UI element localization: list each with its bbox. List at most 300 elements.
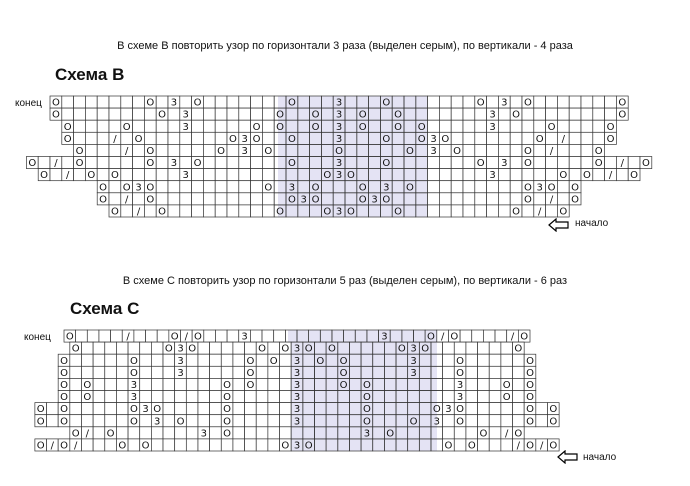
yarn-over-symbol: O	[571, 182, 580, 194]
grid-cell	[121, 108, 133, 120]
grid-cell	[74, 108, 86, 120]
grid-cell	[109, 108, 121, 120]
grid-cell	[121, 157, 133, 169]
yarn-over-symbol: O	[40, 170, 49, 182]
three-together-symbol: 3	[335, 206, 343, 218]
grid-cell	[534, 96, 546, 108]
yarn-over-symbol: O	[479, 428, 488, 440]
yarn-over-symbol: O	[358, 121, 367, 133]
grid-cell	[487, 144, 499, 156]
yarn-over-symbol: O	[194, 331, 202, 343]
grid-cell	[203, 181, 215, 193]
grid-cell	[513, 378, 525, 390]
grid-cell	[428, 193, 440, 205]
grid-cell	[105, 354, 117, 366]
grid-cell	[47, 415, 59, 427]
three-together-symbol: 3	[363, 428, 371, 440]
yarn-over-symbol: O	[60, 392, 68, 404]
yarn-over-symbol: O	[287, 97, 296, 109]
grid-cell	[227, 193, 239, 205]
yarn-over-symbol: O	[60, 440, 68, 452]
yarn-over-symbol: O	[71, 428, 80, 440]
grid-cell	[581, 157, 593, 169]
grid-cell	[593, 169, 605, 181]
three-together-symbol: 3	[489, 121, 496, 133]
grid-cell	[227, 181, 239, 193]
grid-cell	[451, 181, 463, 193]
grid-cell	[472, 330, 484, 342]
yarn-over-symbol: O	[594, 158, 603, 170]
yarn-over-symbol: O	[358, 194, 367, 206]
grid-cell	[70, 354, 82, 366]
grid-cell	[256, 427, 268, 439]
grid-cell	[233, 354, 245, 366]
grid-cell	[463, 108, 475, 120]
yarn-over-symbol: O	[526, 392, 534, 404]
yarn-over-symbol: O	[99, 194, 108, 206]
grid-cell	[192, 144, 204, 156]
yarn-over-symbol: O	[246, 379, 255, 391]
yarn-over-symbol: O	[630, 170, 639, 182]
yarn-over-symbol: O	[339, 379, 348, 391]
decrease-symbol: /	[125, 145, 129, 157]
grid-cell	[557, 108, 569, 120]
grid-cell	[85, 108, 97, 120]
scheme-c-title: Схема С	[70, 299, 140, 318]
three-together-symbol: 3	[501, 158, 508, 170]
grid-cell	[628, 157, 640, 169]
grid-cell	[81, 342, 93, 354]
scheme-c-start-label: начало	[583, 452, 617, 463]
grid-cell	[105, 378, 117, 390]
grid-cell	[581, 96, 593, 108]
grid-cell	[85, 120, 97, 132]
grid-cell	[116, 342, 128, 354]
grid-cell	[62, 157, 74, 169]
grid-cell	[487, 157, 499, 169]
grid-cell	[251, 157, 263, 169]
yarn-over-symbol: O	[594, 145, 603, 157]
three-together-symbol: 3	[177, 355, 184, 367]
grid-cell	[605, 157, 617, 169]
grid-cell	[168, 108, 180, 120]
grid-cell	[463, 181, 475, 193]
grid-cell	[233, 342, 245, 354]
decrease-symbol: /	[516, 440, 521, 452]
scheme-b-end-label: конец	[15, 98, 42, 109]
grid-cell	[215, 205, 227, 217]
grid-cell	[487, 193, 499, 205]
grid-cell	[151, 366, 163, 378]
grid-cell	[262, 108, 274, 120]
grid-cell	[498, 144, 510, 156]
yarn-over-symbol: O	[362, 404, 371, 416]
grid-cell	[557, 120, 569, 132]
grid-cell	[478, 366, 490, 378]
yarn-over-symbol: O	[129, 355, 138, 367]
grid-cell	[81, 366, 93, 378]
grid-cell	[546, 169, 558, 181]
grid-cell	[215, 169, 227, 181]
three-together-symbol: 3	[135, 182, 142, 194]
yarn-over-symbol: O	[514, 428, 523, 440]
three-together-symbol: 3	[130, 392, 138, 404]
grid-cell	[116, 427, 128, 439]
grid-cell	[280, 427, 292, 439]
yarn-over-symbol: O	[323, 170, 332, 182]
grid-cell	[510, 120, 522, 132]
decrease-symbol: /	[549, 194, 554, 206]
grid-cell	[513, 354, 525, 366]
yarn-over-symbol: O	[60, 367, 68, 379]
grid-cell	[466, 378, 478, 390]
grid-cell	[186, 378, 198, 390]
grid-cell	[534, 157, 546, 169]
grid-cell	[475, 108, 487, 120]
grid-cell	[475, 181, 487, 193]
yarn-over-symbol: O	[276, 206, 285, 218]
grid-cell	[93, 378, 105, 390]
yarn-over-symbol: O	[281, 440, 290, 452]
grid-cell	[489, 427, 501, 439]
grid-cell	[203, 169, 215, 181]
scheme-c-grid	[35, 330, 559, 451]
grid-cell	[439, 169, 451, 181]
yarn-over-symbol: O	[502, 379, 511, 391]
grid-cell	[156, 157, 168, 169]
yarn-over-symbol: O	[60, 379, 68, 391]
grid-cell	[466, 391, 478, 403]
grid-cell	[466, 415, 478, 427]
grid-cell	[203, 120, 215, 132]
grid-cell	[215, 157, 227, 169]
grid-cell	[121, 132, 133, 144]
grid-cell	[70, 403, 82, 415]
yarn-over-symbol: O	[287, 158, 296, 170]
grid-cell	[501, 366, 513, 378]
yarn-over-symbol: O	[339, 355, 348, 367]
grid-cell	[105, 366, 117, 378]
decrease-symbol: /	[505, 428, 509, 440]
decrease-symbol: /	[620, 158, 624, 170]
grid-cell	[156, 169, 168, 181]
grid-cell	[121, 169, 133, 181]
yarn-over-symbol: O	[618, 97, 627, 109]
grid-cell	[483, 330, 495, 342]
yarn-over-symbol: O	[83, 392, 92, 404]
grid-cell	[210, 354, 222, 366]
grid-cell	[144, 108, 156, 120]
grid-cell	[215, 330, 227, 342]
yarn-over-symbol: O	[269, 355, 278, 367]
grid-cell	[501, 354, 513, 366]
yarn-over-symbol: O	[158, 206, 167, 218]
three-together-symbol: 3	[293, 343, 301, 355]
grid-cell	[510, 157, 522, 169]
three-together-symbol: 3	[456, 392, 464, 404]
grid-cell	[97, 157, 109, 169]
grid-cell	[93, 415, 105, 427]
grid-cell	[534, 108, 546, 120]
grid-cell	[105, 391, 117, 403]
grid-cell	[192, 181, 204, 193]
yarn-over-symbol: O	[394, 206, 403, 218]
grid-cell	[109, 193, 121, 205]
grid-cell	[140, 378, 152, 390]
grid-cell	[116, 391, 128, 403]
grid-cell	[168, 144, 180, 156]
three-together-symbol: 3	[293, 440, 301, 452]
yarn-over-symbol: O	[118, 440, 127, 452]
yarn-over-symbol: O	[28, 158, 37, 170]
yarn-over-symbol: O	[444, 440, 453, 452]
grid-cell	[133, 193, 145, 205]
yarn-over-symbol: O	[362, 416, 371, 428]
grid-cell	[487, 96, 499, 108]
grid-cell	[163, 378, 175, 390]
grid-cell	[475, 169, 487, 181]
grid-cell	[593, 96, 605, 108]
grid-cell	[70, 366, 82, 378]
grid-cell	[239, 169, 251, 181]
three-together-symbol: 3	[130, 379, 138, 391]
grid-cell	[451, 120, 463, 132]
three-together-symbol: 3	[142, 404, 149, 416]
grid-cell	[268, 403, 280, 415]
yarn-over-symbol: O	[65, 331, 74, 343]
grid-cell	[168, 181, 180, 193]
grid-cell	[256, 366, 268, 378]
yarn-over-symbol: O	[386, 428, 395, 440]
grid-cell	[501, 439, 513, 451]
three-together-symbol: 3	[300, 194, 307, 206]
grid-cell	[463, 144, 475, 156]
grid-cell	[463, 205, 475, 217]
yarn-over-symbol: O	[158, 109, 167, 121]
yarn-over-symbol: O	[316, 355, 325, 367]
three-together-symbol: 3	[430, 133, 437, 145]
decrease-symbol: /	[73, 440, 78, 452]
scheme-b-grid	[26, 96, 651, 217]
three-together-symbol: 3	[293, 416, 301, 428]
grid-cell	[475, 144, 487, 156]
grid-cell	[156, 181, 168, 193]
three-together-symbol: 3	[241, 145, 248, 157]
three-together-symbol: 3	[410, 367, 417, 379]
grid-cell	[593, 120, 605, 132]
scheme-b-caption: В схеме В повторить узор по горизонтали 3 раза (выделен серым), по вертикали - 4 раза	[117, 40, 573, 52]
grid-cell	[128, 342, 140, 354]
yarn-over-symbol: O	[618, 109, 627, 121]
grid-cell	[616, 169, 628, 181]
grid-cell	[93, 403, 105, 415]
yarn-over-symbol: O	[311, 182, 320, 194]
grid-cell	[186, 391, 198, 403]
yarn-over-symbol: O	[36, 404, 45, 416]
grid-cell	[268, 342, 280, 354]
grid-cell	[81, 403, 93, 415]
yarn-over-symbol: O	[63, 133, 72, 145]
grid-cell	[475, 132, 487, 144]
yarn-over-symbol: O	[311, 109, 320, 121]
grid-cell	[151, 378, 163, 390]
grid-cell	[227, 144, 239, 156]
grid-cell	[251, 108, 263, 120]
grid-cell	[510, 169, 522, 181]
grid-cell	[111, 330, 123, 342]
grid-cell	[163, 439, 175, 451]
decrease-symbol: /	[539, 440, 544, 452]
grid-cell	[268, 378, 280, 390]
yarn-over-symbol: O	[63, 121, 72, 133]
grid-cell	[227, 108, 239, 120]
grid-cell	[239, 181, 251, 193]
grid-cell	[62, 96, 74, 108]
yarn-over-symbol: O	[382, 97, 391, 109]
grid-cell	[569, 96, 581, 108]
yarn-over-symbol: O	[129, 367, 138, 379]
grid-cell	[163, 366, 175, 378]
grid-cell	[268, 391, 280, 403]
grid-cell	[134, 330, 146, 342]
grid-cell	[186, 427, 198, 439]
three-together-symbol: 3	[177, 367, 184, 379]
grid-cell	[116, 403, 128, 415]
grid-cell	[466, 427, 478, 439]
yarn-over-symbol: O	[276, 109, 285, 121]
yarn-over-symbol: O	[223, 428, 232, 440]
grid-cell	[268, 366, 280, 378]
grid-cell	[451, 205, 463, 217]
grid-cell	[97, 169, 109, 181]
grid-cell	[262, 96, 274, 108]
decrease-symbol: /	[561, 133, 565, 145]
grid-cell	[198, 439, 210, 451]
grid-cell	[81, 439, 93, 451]
yarn-over-symbol: O	[394, 121, 403, 133]
grid-cell	[221, 439, 233, 451]
three-together-symbol: 3	[293, 379, 301, 391]
grid-cell	[463, 96, 475, 108]
decrease-symbol: /	[54, 158, 58, 170]
yarn-over-symbol: O	[146, 145, 155, 157]
grid-cell	[85, 96, 97, 108]
yarn-over-symbol: O	[409, 416, 418, 428]
yarn-over-symbol: O	[328, 343, 336, 355]
yarn-over-symbol: O	[153, 404, 162, 416]
grid-cell	[546, 157, 558, 169]
grid-cell	[251, 144, 263, 156]
grid-cell	[522, 169, 534, 181]
grid-cell	[256, 439, 268, 451]
grid-cell	[489, 378, 501, 390]
decrease-symbol: /	[113, 133, 117, 145]
yarn-over-symbol: O	[467, 440, 476, 452]
yarn-over-symbol: O	[523, 158, 532, 170]
yarn-over-symbol: O	[476, 158, 485, 170]
yarn-over-symbol: O	[641, 158, 650, 170]
grid-cell	[280, 391, 292, 403]
grid-cell	[62, 108, 74, 120]
grid-cell	[581, 120, 593, 132]
three-together-symbol: 3	[154, 416, 161, 428]
grid-cell	[87, 330, 99, 342]
yarn-over-symbol: O	[323, 206, 332, 218]
grid-cell	[198, 391, 210, 403]
grid-cell	[593, 132, 605, 144]
grid-cell	[180, 96, 192, 108]
grid-cell	[93, 354, 105, 366]
yarn-over-symbol: O	[110, 170, 119, 182]
decrease-symbol: /	[85, 428, 89, 440]
grid-cell	[198, 366, 210, 378]
yarn-over-symbol: O	[450, 331, 459, 343]
grid-cell	[478, 342, 490, 354]
grid-cell	[74, 169, 86, 181]
yarn-over-symbol: O	[547, 182, 556, 194]
grid-cell	[175, 378, 187, 390]
yarn-over-symbol: O	[129, 404, 138, 416]
yarn-over-symbol: O	[335, 145, 344, 157]
grid-cell	[454, 439, 466, 451]
yarn-over-symbol: O	[193, 97, 202, 109]
grid-cell	[487, 181, 499, 193]
scheme-c-caption: В схеме С повторить узор по горизонтали 5 раз (выделен серым), по вертикали - 6 раз	[122, 275, 568, 287]
grid-cell	[198, 342, 210, 354]
grid-cell	[175, 427, 187, 439]
grid-cell	[250, 330, 262, 342]
grid-cell	[203, 157, 215, 169]
grid-cell	[522, 132, 534, 144]
grid-cell	[192, 120, 204, 132]
grid-cell	[478, 415, 490, 427]
yarn-over-symbol: O	[417, 133, 426, 145]
yarn-over-symbol: O	[432, 404, 441, 416]
grid-cell	[428, 108, 440, 120]
grid-cell	[557, 193, 569, 205]
grid-cell	[93, 391, 105, 403]
grid-cell	[146, 330, 158, 342]
yarn-over-symbol: O	[146, 194, 155, 206]
yarn-over-symbol: O	[246, 355, 255, 367]
yarn-over-symbol: O	[358, 109, 367, 121]
yarn-over-symbol: O	[146, 97, 155, 109]
grid-cell	[546, 96, 558, 108]
grid-cell	[466, 403, 478, 415]
grid-cell	[203, 132, 215, 144]
yarn-over-symbol: O	[456, 404, 465, 416]
yarn-over-symbol: O	[523, 145, 532, 157]
grid-cell	[163, 391, 175, 403]
yarn-over-symbol: O	[523, 182, 532, 194]
grid-cell	[557, 181, 569, 193]
yarn-over-symbol: O	[520, 331, 529, 343]
grid-cell	[74, 96, 86, 108]
grid-cell	[74, 132, 86, 144]
grid-cell	[489, 391, 501, 403]
three-together-symbol: 3	[371, 194, 378, 206]
three-together-symbol: 3	[293, 367, 301, 379]
grid-cell	[268, 415, 280, 427]
grid-cell	[251, 181, 263, 193]
grid-cell	[210, 427, 222, 439]
yarn-over-symbol: O	[549, 404, 558, 416]
decrease-symbol: /	[125, 194, 129, 206]
grid-cell	[522, 108, 534, 120]
grid-cell	[581, 108, 593, 120]
grid-cell	[605, 96, 617, 108]
grid-cell	[210, 415, 222, 427]
